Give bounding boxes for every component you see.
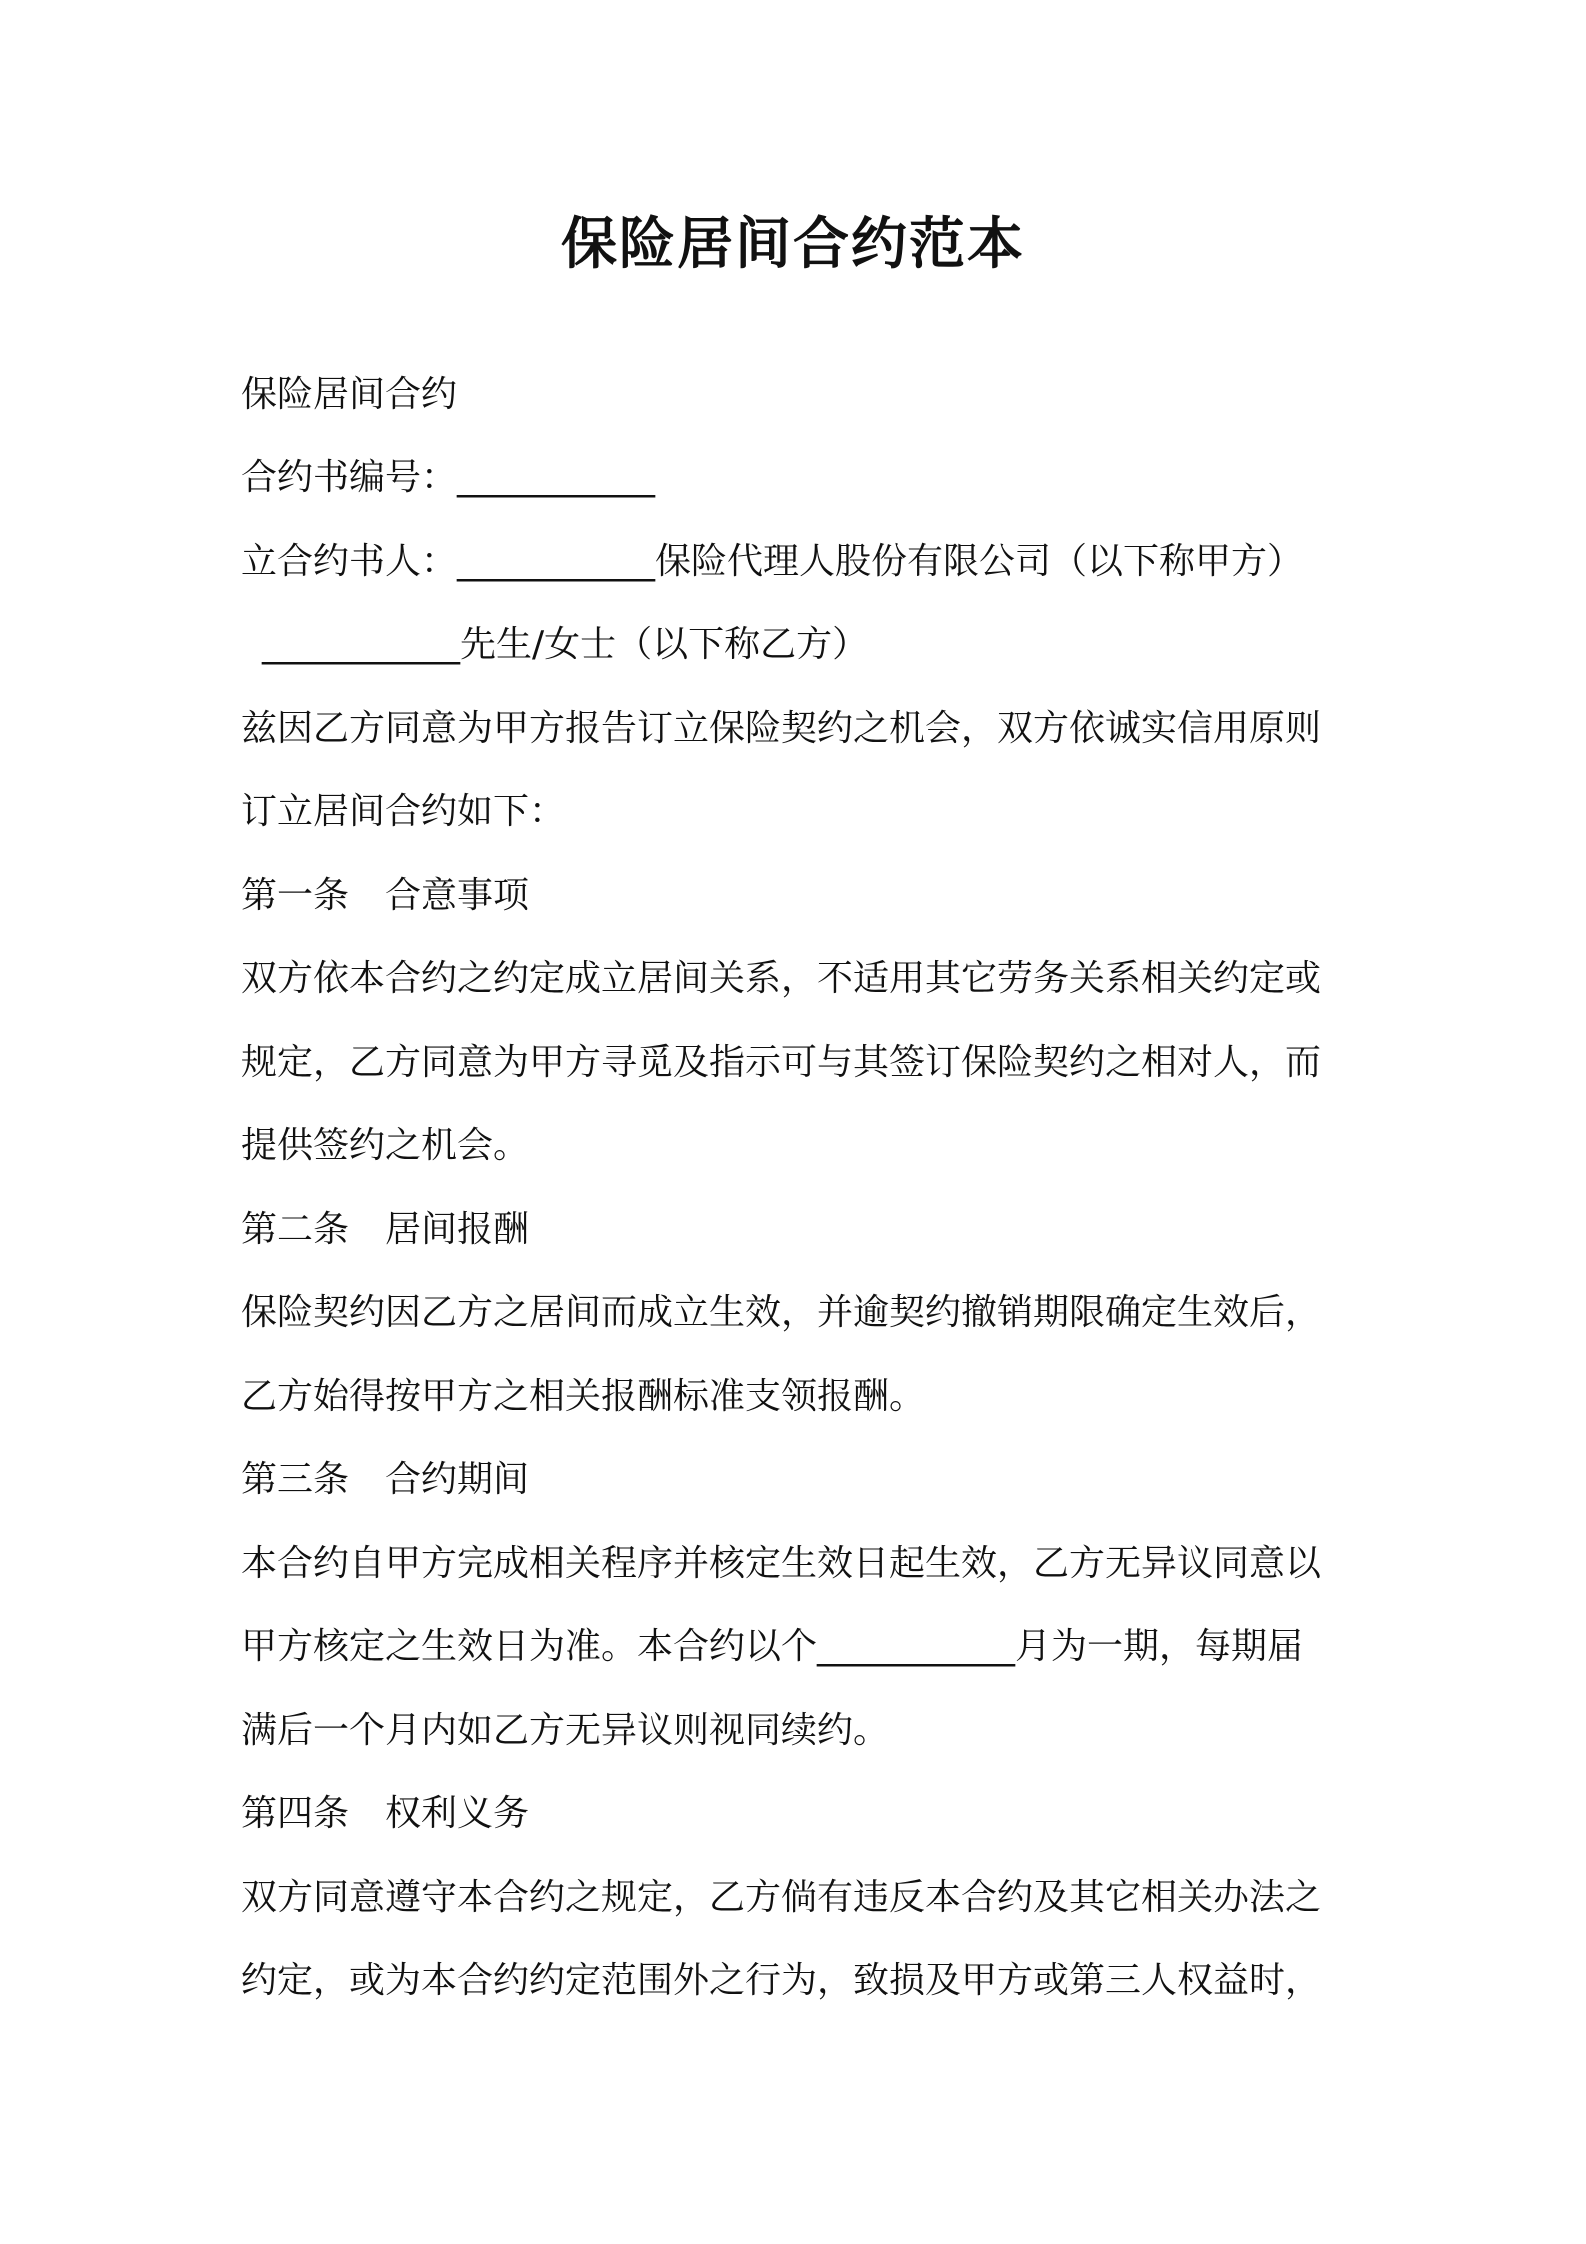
article-4-heading: 第四条 权利义务 [241,1793,530,1834]
article-3-heading: 第三条 合约期间 [241,1459,530,1500]
article-4-line-2: 约定，或为本合约约定范围外之行为，致损及甲方或第三人权益时， [241,1960,1322,2001]
article-1-line-3: 提供签约之机会。 [241,1125,530,1166]
article-1-line-2: 规定，乙方同意为甲方寻觅及指示可与其签订保险契约之相对人，而 [241,1042,1322,1083]
article-2-line-2: 乙方始得按甲方之相关报酬标准支领报酬。 [241,1376,926,1417]
article-4-line-1: 双方同意遵守本合约之规定，乙方倘有违反本合约及其它相关办法之 [241,1877,1322,1918]
article-2-heading: 第二条 居间报酬 [241,1209,530,1250]
preamble-line-2: 订立居间合约如下： [241,791,566,832]
article-3-line-1: 本合约自甲方完成相关程序并核定生效日起生效，乙方无异议同意以 [241,1543,1322,1584]
article-3-line-2: 甲方核定之生效日为准。本合约以个___________月为一期，每期届 [241,1626,1304,1667]
article-3-line-3: 满后一个月内如乙方无异议则视同续约。 [241,1710,890,1751]
party-a-line: 立合约书人：___________保险代理人股份有限公司（以下称甲方） [241,541,1304,582]
party-b-line: ___________先生/女士（以下称乙方） [262,624,869,665]
contract-number-line: 合约书编号：___________ [241,457,656,498]
contract-heading: 保险居间合约 [241,374,458,415]
preamble-line-1: 兹因乙方同意为甲方报告订立保险契约之机会，双方依诚实信用原则 [241,708,1322,749]
document-title: 保险居间合约范本 [561,212,1025,277]
article-1-line-1: 双方依本合约之约定成立居间关系，不适用其它劳务关系相关约定或 [241,958,1322,999]
article-2-line-1: 保险契约因乙方之居间而成立生效，并逾契约撤销期限确定生效后， [241,1292,1322,1333]
article-1-heading: 第一条 合意事项 [241,875,530,916]
